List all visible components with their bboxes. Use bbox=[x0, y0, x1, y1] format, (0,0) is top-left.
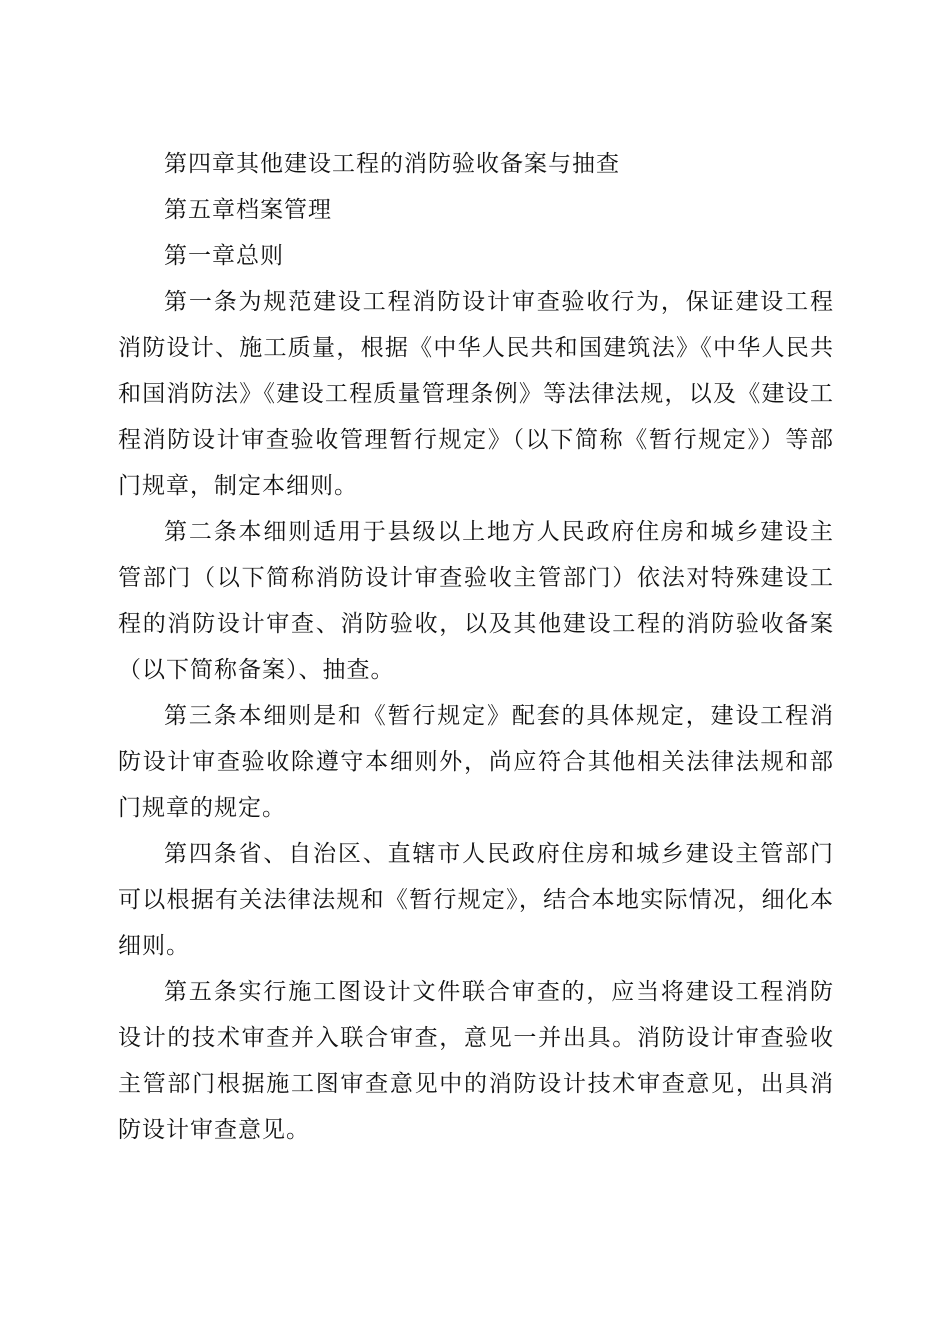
chapter-heading-5: 第五章档案管理 bbox=[164, 197, 332, 223]
article-5: 第五条实行施工图设计文件联合审查的，应当将建设工程消防设计的技术审查并入联合审查，意见一并出具。消防设计审查验收主管部门根据施工图审查意见中的消防设计技术审查意见，出具消防设计审查意见。 bbox=[118, 979, 834, 1143]
document-body bbox=[118, 141, 834, 1153]
article-3: 第三条本细则是和《暂行规定》配套的具体规定，建设工程消防设计审查验收除遵守本细则外，尚应符合其他相关法律法规和部门规章的规定。 bbox=[118, 703, 834, 821]
article-4: 第四条省、自治区、直辖市人民政府住房和城乡建设主管部门可以根据有关法律法规和《暂行规定》，结合本地实际情况，细化本细则。 bbox=[118, 841, 834, 959]
article-1: 第一条为规范建设工程消防设计审查验收行为，保证建设工程消防设计、施工质量，根据《中华人民共和国建筑法》《中华人民共和国消防法》《建设工程质量管理条例》等法律法规，以及《建设工程消防设计审查验收管理暂行规定》（以下简称《暂行规定》）等部门规章，制定本细则。 bbox=[118, 289, 834, 499]
chapter-heading-4: 第四章其他建设工程的消防验收备案与抽查 bbox=[164, 151, 620, 177]
article-2: 第二条本细则适用于县级以上地方人民政府住房和城乡建设主管部门（以下简称消防设计审查验收主管部门）依法对特殊建设工程的消防设计审查、消防验收，以及其他建设工程的消防验收备案（以下简称备案）、抽查。 bbox=[118, 519, 834, 683]
chapter-heading-1: 第一章总则 bbox=[164, 243, 284, 269]
